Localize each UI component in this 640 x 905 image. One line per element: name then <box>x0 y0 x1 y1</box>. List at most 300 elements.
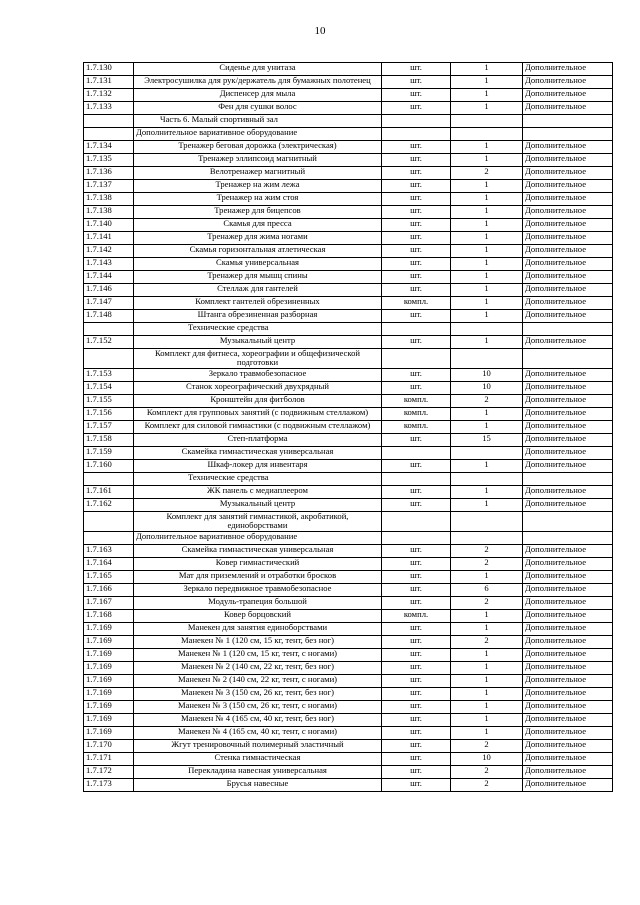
item-quantity: 2 <box>451 394 523 407</box>
item-type: Дополнительное <box>523 622 613 635</box>
item-code: 1.7.153 <box>84 368 134 381</box>
item-code: 1.7.152 <box>84 336 134 349</box>
item-type: Дополнительное <box>523 596 613 609</box>
item-quantity: 1 <box>451 154 523 167</box>
item-unit: шт. <box>382 154 451 167</box>
item-type: Дополнительное <box>523 544 613 557</box>
item-unit: шт. <box>382 700 451 713</box>
item-quantity: 1 <box>451 232 523 245</box>
item-code: 1.7.141 <box>84 232 134 245</box>
table-row <box>84 310 613 323</box>
item-code: 1.7.156 <box>84 407 134 420</box>
item-quantity: 1 <box>451 89 523 102</box>
item-unit: шт. <box>382 284 451 297</box>
item-unit: шт. <box>382 219 451 232</box>
item-code: 1.7.169 <box>84 713 134 726</box>
table-row <box>84 635 613 648</box>
table-row <box>84 609 613 622</box>
item-unit: шт. <box>382 778 451 791</box>
item-unit: шт. <box>382 141 451 154</box>
table-row <box>84 180 613 193</box>
item-unit: компл. <box>382 394 451 407</box>
item-quantity: 1 <box>451 498 523 511</box>
table-row <box>84 687 613 700</box>
item-name: Комплект гантелей обрезиненных <box>134 297 382 310</box>
item-unit: шт. <box>382 180 451 193</box>
section-row <box>84 472 613 485</box>
item-name: Кронштейн для фитболов <box>134 394 382 407</box>
section-title: Дополнительное вариативное оборудование <box>134 531 382 544</box>
table-row <box>84 485 613 498</box>
item-quantity: 1 <box>451 570 523 583</box>
item-type: Дополнительное <box>523 459 613 472</box>
item-unit: шт. <box>382 258 451 271</box>
equipment-table <box>83 62 613 792</box>
item-unit: шт. <box>382 76 451 89</box>
table-row <box>84 726 613 739</box>
table-row <box>84 394 613 407</box>
table-row <box>84 381 613 394</box>
table-row <box>84 206 613 219</box>
item-quantity: 2 <box>451 557 523 570</box>
item-unit: шт. <box>382 596 451 609</box>
item-code <box>84 472 134 485</box>
item-quantity: 1 <box>451 407 523 420</box>
item-type: Дополнительное <box>523 661 613 674</box>
item-code: 1.7.143 <box>84 258 134 271</box>
item-code: 1.7.140 <box>84 219 134 232</box>
item-type <box>523 128 613 141</box>
item-type: Дополнительное <box>523 407 613 420</box>
item-unit: шт. <box>382 544 451 557</box>
item-unit: шт. <box>382 232 451 245</box>
item-name: Диспенсер для мыла <box>134 89 382 102</box>
item-unit: шт. <box>382 648 451 661</box>
item-code: 1.7.169 <box>84 674 134 687</box>
section-row <box>84 128 613 141</box>
table-row <box>84 765 613 778</box>
item-unit: шт. <box>382 167 451 180</box>
item-type: Дополнительное <box>523 102 613 115</box>
item-quantity: 2 <box>451 167 523 180</box>
item-unit <box>382 349 451 369</box>
item-code: 1.7.172 <box>84 765 134 778</box>
item-unit: шт. <box>382 739 451 752</box>
item-unit: шт. <box>382 368 451 381</box>
item-quantity: 1 <box>451 258 523 271</box>
table-row <box>84 661 613 674</box>
item-quantity: 1 <box>451 141 523 154</box>
item-quantity: 1 <box>451 485 523 498</box>
item-quantity: 2 <box>451 544 523 557</box>
item-quantity: 1 <box>451 726 523 739</box>
item-name: Штанга обрезиненная разборная <box>134 310 382 323</box>
item-name: ЖК панель с медиаплеером <box>134 485 382 498</box>
item-code: 1.7.155 <box>84 394 134 407</box>
item-unit: шт. <box>382 661 451 674</box>
item-type: Дополнительное <box>523 258 613 271</box>
item-name: Степ-платформа <box>134 433 382 446</box>
item-unit: шт. <box>382 245 451 258</box>
item-unit <box>382 472 451 485</box>
item-quantity: 1 <box>451 674 523 687</box>
item-quantity: 1 <box>451 76 523 89</box>
item-type: Дополнительное <box>523 193 613 206</box>
section-title: Технические средства <box>134 323 382 336</box>
table-row <box>84 583 613 596</box>
item-type: Дополнительное <box>523 271 613 284</box>
item-name: Стенка гимнастическая <box>134 752 382 765</box>
table-row <box>84 167 613 180</box>
item-code: 1.7.157 <box>84 420 134 433</box>
item-quantity: 10 <box>451 368 523 381</box>
section-row <box>84 531 613 544</box>
section-title: Технические средства <box>134 472 382 485</box>
item-unit <box>382 128 451 141</box>
item-name: Тренажер на жим стоя <box>134 193 382 206</box>
item-quantity: 1 <box>451 336 523 349</box>
item-unit: шт. <box>382 570 451 583</box>
table-row <box>84 648 613 661</box>
item-name: Манекен № 4 (165 см, 40 кг, тент, с ногами) <box>134 726 382 739</box>
item-name: Сиденье для унитаза <box>134 63 382 76</box>
item-code: 1.7.138 <box>84 206 134 219</box>
item-name: Тренажер беговая дорожка (электрическая) <box>134 141 382 154</box>
item-name: Тренажер для мышц спины <box>134 271 382 284</box>
item-code: 1.7.134 <box>84 141 134 154</box>
item-name: Ковер гимнастический <box>134 557 382 570</box>
item-unit: шт. <box>382 687 451 700</box>
item-name: Тренажер эллипсоид магнитный <box>134 154 382 167</box>
item-unit: шт. <box>382 726 451 739</box>
item-unit: шт. <box>382 433 451 446</box>
item-type: Дополнительное <box>523 687 613 700</box>
table-row <box>84 284 613 297</box>
table-row <box>84 76 613 89</box>
item-quantity: 2 <box>451 635 523 648</box>
item-type: Дополнительное <box>523 433 613 446</box>
item-name: Скамейка гимнастическая универсальная <box>134 446 382 459</box>
item-quantity: 1 <box>451 622 523 635</box>
item-quantity: 6 <box>451 583 523 596</box>
item-name: Тренажер на жим лежа <box>134 180 382 193</box>
item-unit: шт. <box>382 752 451 765</box>
item-name: Манекен № 2 (140 см, 22 кг, тент, без ног) <box>134 661 382 674</box>
item-quantity <box>451 349 523 369</box>
item-type: Дополнительное <box>523 726 613 739</box>
item-quantity: 1 <box>451 180 523 193</box>
item-type: Дополнительное <box>523 180 613 193</box>
item-unit: шт. <box>382 63 451 76</box>
item-unit: шт. <box>382 89 451 102</box>
item-name: Велотренажер магнитный <box>134 167 382 180</box>
item-code: 1.7.169 <box>84 687 134 700</box>
item-unit: шт. <box>382 674 451 687</box>
item-type: Дополнительное <box>523 420 613 433</box>
item-type: Дополнительное <box>523 752 613 765</box>
item-name: Электросушилка для рук/держатель для бумажных полотенец <box>134 76 382 89</box>
item-quantity <box>451 115 523 128</box>
item-unit: шт. <box>382 336 451 349</box>
item-name: Мат для приземлений и отработки бросков <box>134 570 382 583</box>
item-quantity: 1 <box>451 297 523 310</box>
item-code: 1.7.171 <box>84 752 134 765</box>
item-name: Брусья навесные <box>134 778 382 791</box>
item-type <box>523 349 613 369</box>
table-row <box>84 232 613 245</box>
item-name: Скамья горизонтальная атлетическая <box>134 245 382 258</box>
item-type: Дополнительное <box>523 368 613 381</box>
item-code: 1.7.147 <box>84 297 134 310</box>
item-quantity: 1 <box>451 609 523 622</box>
item-code: 1.7.132 <box>84 89 134 102</box>
item-code: 1.7.165 <box>84 570 134 583</box>
item-code: 1.7.159 <box>84 446 134 459</box>
item-type: Дополнительное <box>523 648 613 661</box>
table-row <box>84 596 613 609</box>
item-type: Дополнительное <box>523 381 613 394</box>
item-quantity: 10 <box>451 752 523 765</box>
item-name: Манекен № 1 (120 см, 15 кг, тент, с ногами) <box>134 648 382 661</box>
item-name: Манекен № 3 (150 см, 26 кг, тент, с ногами) <box>134 700 382 713</box>
item-quantity <box>451 472 523 485</box>
table-row <box>84 297 613 310</box>
table-row <box>84 622 613 635</box>
table-row <box>84 557 613 570</box>
table-row <box>84 258 613 271</box>
item-name: Комплект для силовой гимнастики (с подвижным стеллажом) <box>134 420 382 433</box>
table-row <box>84 420 613 433</box>
table-row <box>84 154 613 167</box>
item-type: Дополнительное <box>523 336 613 349</box>
item-type: Дополнительное <box>523 778 613 791</box>
table-row <box>84 778 613 791</box>
item-unit: компл. <box>382 609 451 622</box>
item-quantity: 1 <box>451 219 523 232</box>
item-type: Дополнительное <box>523 206 613 219</box>
item-name: Стеллаж для гантелей <box>134 284 382 297</box>
item-type: Дополнительное <box>523 297 613 310</box>
item-type: Дополнительное <box>523 89 613 102</box>
item-unit: шт. <box>382 622 451 635</box>
item-code: 1.7.161 <box>84 485 134 498</box>
item-name: Шкаф-локер для инвентаря <box>134 459 382 472</box>
item-quantity: 1 <box>451 271 523 284</box>
item-unit: шт. <box>382 583 451 596</box>
item-name: Музыкальный центр <box>134 336 382 349</box>
item-code <box>84 323 134 336</box>
item-quantity <box>451 531 523 544</box>
item-code: 1.7.164 <box>84 557 134 570</box>
item-name: Скамейка гимнастическая универсальная <box>134 544 382 557</box>
item-code: 1.7.133 <box>84 102 134 115</box>
item-name: Манекен для занятия единоборствами <box>134 622 382 635</box>
item-name: Тренажер для жима ногами <box>134 232 382 245</box>
item-type: Дополнительное <box>523 394 613 407</box>
item-code: 1.7.160 <box>84 459 134 472</box>
table-row <box>84 102 613 115</box>
item-code <box>84 531 134 544</box>
item-quantity: 1 <box>451 206 523 219</box>
section-title: Комплект для фитнеса, хореографии и общефизической подготовки <box>134 349 382 369</box>
item-code: 1.7.169 <box>84 635 134 648</box>
item-type: Дополнительное <box>523 700 613 713</box>
item-name: Модуль-трапеция большой <box>134 596 382 609</box>
item-unit: шт. <box>382 557 451 570</box>
item-code: 1.7.138 <box>84 193 134 206</box>
item-unit: шт. <box>382 485 451 498</box>
table-row <box>84 63 613 76</box>
table-row <box>84 407 613 420</box>
item-code: 1.7.135 <box>84 154 134 167</box>
item-type <box>523 531 613 544</box>
item-code <box>84 115 134 128</box>
item-code: 1.7.163 <box>84 544 134 557</box>
item-unit: компл. <box>382 407 451 420</box>
item-name: Музыкальный центр <box>134 498 382 511</box>
item-type: Дополнительное <box>523 498 613 511</box>
item-unit: шт. <box>382 498 451 511</box>
item-unit: компл. <box>382 420 451 433</box>
item-code: 1.7.173 <box>84 778 134 791</box>
item-code: 1.7.158 <box>84 433 134 446</box>
item-code: 1.7.137 <box>84 180 134 193</box>
item-quantity: 1 <box>451 63 523 76</box>
item-quantity <box>451 446 523 459</box>
item-type: Дополнительное <box>523 245 613 258</box>
table-row <box>84 193 613 206</box>
table-row <box>84 245 613 258</box>
item-type: Дополнительное <box>523 63 613 76</box>
item-quantity: 1 <box>451 648 523 661</box>
section-title: Часть 6. Малый спортивный зал <box>134 115 382 128</box>
item-code: 1.7.169 <box>84 700 134 713</box>
item-name: Станок хореографический двухрядный <box>134 381 382 394</box>
item-unit <box>382 511 451 531</box>
item-unit <box>382 323 451 336</box>
item-code <box>84 349 134 369</box>
item-type: Дополнительное <box>523 739 613 752</box>
item-quantity: 1 <box>451 459 523 472</box>
item-quantity: 1 <box>451 193 523 206</box>
item-quantity: 1 <box>451 310 523 323</box>
item-type: Дополнительное <box>523 609 613 622</box>
page-number: 10 <box>314 25 326 37</box>
item-name: Зеркало передвижное травмобезопасное <box>134 583 382 596</box>
table-row <box>84 219 613 232</box>
item-type: Дополнительное <box>523 219 613 232</box>
item-code: 1.7.167 <box>84 596 134 609</box>
table-row <box>84 739 613 752</box>
item-quantity <box>451 128 523 141</box>
item-code: 1.7.142 <box>84 245 134 258</box>
item-name: Манекен № 3 (150 см, 26 кг, тент, без ног) <box>134 687 382 700</box>
item-type: Дополнительное <box>523 485 613 498</box>
item-unit: шт. <box>382 271 451 284</box>
item-code: 1.7.169 <box>84 726 134 739</box>
item-code: 1.7.168 <box>84 609 134 622</box>
item-code: 1.7.169 <box>84 661 134 674</box>
item-type: Дополнительное <box>523 154 613 167</box>
item-name: Манекен № 4 (165 см, 40 кг, тент, без ног) <box>134 713 382 726</box>
item-name: Ковер борцовский <box>134 609 382 622</box>
item-type <box>523 472 613 485</box>
item-code: 1.7.169 <box>84 622 134 635</box>
item-quantity: 1 <box>451 713 523 726</box>
item-code: 1.7.144 <box>84 271 134 284</box>
item-type: Дополнительное <box>523 232 613 245</box>
item-name: Комплект для групповых занятий (с подвижным стеллажом) <box>134 407 382 420</box>
item-type <box>523 323 613 336</box>
item-name: Скамья универсальная <box>134 258 382 271</box>
item-type: Дополнительное <box>523 570 613 583</box>
item-code: 1.7.136 <box>84 167 134 180</box>
item-type: Дополнительное <box>523 557 613 570</box>
table-row <box>84 498 613 511</box>
table-row <box>84 336 613 349</box>
item-quantity: 1 <box>451 700 523 713</box>
item-quantity <box>451 511 523 531</box>
item-type <box>523 115 613 128</box>
item-quantity: 15 <box>451 433 523 446</box>
item-quantity: 1 <box>451 245 523 258</box>
table-row <box>84 89 613 102</box>
item-quantity: 2 <box>451 596 523 609</box>
item-unit: шт. <box>382 102 451 115</box>
item-type: Дополнительное <box>523 446 613 459</box>
table-row <box>84 433 613 446</box>
table-row <box>84 271 613 284</box>
item-unit: шт. <box>382 635 451 648</box>
section-row <box>84 511 613 531</box>
item-code: 1.7.146 <box>84 284 134 297</box>
section-row <box>84 349 613 369</box>
item-quantity: 1 <box>451 102 523 115</box>
item-unit: шт. <box>382 206 451 219</box>
item-code: 1.7.169 <box>84 648 134 661</box>
item-name: Зеркало травмобезопасное <box>134 368 382 381</box>
item-type: Дополнительное <box>523 284 613 297</box>
item-type: Дополнительное <box>523 310 613 323</box>
item-code: 1.7.170 <box>84 739 134 752</box>
item-quantity: 1 <box>451 661 523 674</box>
item-quantity: 1 <box>451 420 523 433</box>
item-name: Манекен № 2 (140 см, 22 кг, тент, с ногами) <box>134 674 382 687</box>
section-row <box>84 323 613 336</box>
item-code: 1.7.166 <box>84 583 134 596</box>
table-row <box>84 674 613 687</box>
item-type: Дополнительное <box>523 674 613 687</box>
item-type: Дополнительное <box>523 76 613 89</box>
item-name: Перекладина навесная универсальная <box>134 765 382 778</box>
item-unit: шт. <box>382 193 451 206</box>
item-unit <box>382 115 451 128</box>
item-quantity: 2 <box>451 739 523 752</box>
item-type: Дополнительное <box>523 713 613 726</box>
item-code: 1.7.130 <box>84 63 134 76</box>
item-code: 1.7.148 <box>84 310 134 323</box>
table-row <box>84 544 613 557</box>
section-title: Дополнительное вариативное оборудование <box>134 128 382 141</box>
section-title: Комплект для занятий гимнастикой, акробатикой, единоборствами <box>134 511 382 531</box>
item-type: Дополнительное <box>523 583 613 596</box>
item-type <box>523 511 613 531</box>
item-quantity: 10 <box>451 381 523 394</box>
item-unit: шт. <box>382 459 451 472</box>
item-unit <box>382 531 451 544</box>
item-unit: компл. <box>382 297 451 310</box>
item-name: Фен для сушки волос <box>134 102 382 115</box>
